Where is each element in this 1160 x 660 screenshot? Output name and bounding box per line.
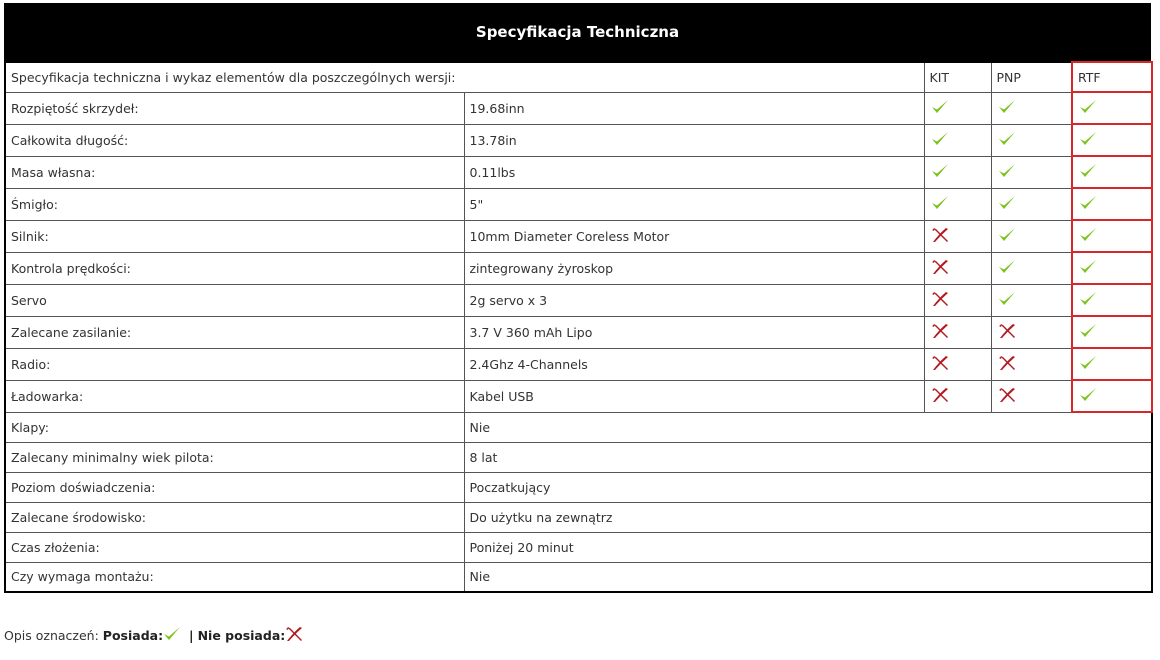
check-icon (1079, 259, 1097, 278)
table-row (5, 380, 1152, 412)
row-value: zintegrowany żyroskop (464, 252, 924, 284)
check-icon (998, 259, 1016, 278)
cross-icon (998, 323, 1016, 342)
cross-icon (931, 227, 949, 246)
row-value: 2.4Ghz 4-Channels (464, 348, 924, 380)
row-value: Poniżej 20 minut (464, 532, 1152, 562)
check-icon (1079, 227, 1097, 246)
row-label: Klapy: (5, 412, 464, 442)
table-row (5, 284, 1152, 316)
check-icon (998, 195, 1016, 214)
row-value: 13.78in (464, 124, 924, 156)
row-label: Zalecane zasilanie: (5, 316, 464, 348)
check-icon (998, 291, 1016, 310)
spec-title: Specyfikacja Techniczna (4, 3, 1151, 61)
cross-icon (931, 259, 949, 278)
legend-prefix: Opis oznaczeń: (4, 628, 99, 643)
kit-cell (924, 156, 991, 188)
check-icon (1079, 131, 1097, 150)
row-label: Czy wymaga montażu: (5, 562, 464, 592)
row-value: 3.7 V 360 mAh Lipo (464, 316, 924, 348)
table-row (5, 562, 1152, 592)
row-value: Nie (464, 562, 1152, 592)
check-icon (1079, 195, 1097, 214)
cross-icon (285, 626, 303, 645)
pnp-cell (991, 124, 1072, 156)
check-icon (931, 195, 949, 214)
cross-icon (931, 355, 949, 374)
row-value: 10mm Diameter Coreless Motor (464, 220, 924, 252)
rtf-cell (1072, 188, 1152, 220)
pnp-cell (991, 348, 1072, 380)
table-row (5, 472, 1152, 502)
pnp-cell (991, 156, 1072, 188)
row-value: Poczatkujący (464, 472, 1152, 502)
kit-cell (924, 284, 991, 316)
cross-icon (931, 291, 949, 310)
check-icon (163, 626, 181, 645)
check-icon (1079, 355, 1097, 374)
cross-icon (998, 387, 1016, 406)
check-icon (998, 227, 1016, 246)
rtf-cell (1072, 252, 1152, 284)
legend-has-label: Posiada: (102, 628, 164, 643)
row-value: 0.11lbs (464, 156, 924, 188)
pnp-cell (991, 380, 1072, 412)
rtf-cell (1072, 348, 1152, 380)
row-label: Silnik: (5, 220, 464, 252)
kit-cell (924, 188, 991, 220)
check-icon (998, 99, 1016, 118)
rtf-cell (1072, 124, 1152, 156)
pnp-cell (991, 188, 1072, 220)
check-icon (1079, 99, 1097, 118)
table-row (5, 502, 1152, 532)
kit-cell (924, 380, 991, 412)
check-icon (931, 131, 949, 150)
pnp-cell (991, 316, 1072, 348)
row-label: Masa własna: (5, 156, 464, 188)
table-row (5, 188, 1152, 220)
check-icon (998, 163, 1016, 182)
pnp-cell (991, 92, 1072, 124)
header-kit: KIT (924, 62, 991, 92)
kit-cell (924, 348, 991, 380)
rtf-cell (1072, 380, 1152, 412)
row-value: Kabel USB (464, 380, 924, 412)
header-pnp: PNP (991, 62, 1072, 92)
row-value: 2g servo x 3 (464, 284, 924, 316)
header-rtf: RTF (1072, 62, 1152, 92)
table-row (5, 316, 1152, 348)
row-label: Zalecany minimalny wiek pilota: (5, 442, 464, 472)
table-row (5, 124, 1152, 156)
check-icon (1079, 291, 1097, 310)
kit-cell (924, 316, 991, 348)
row-label: Śmigło: (5, 188, 464, 220)
pnp-cell (991, 252, 1072, 284)
row-label: Poziom doświadczenia: (5, 472, 464, 502)
table-row (5, 220, 1152, 252)
rtf-cell (1072, 284, 1152, 316)
cross-icon (931, 387, 949, 406)
kit-cell (924, 220, 991, 252)
row-label: Rozpiętość skrzydeł: (5, 92, 464, 124)
header-label: Specyfikacja techniczna i wykaz elementów dla poszczególnych wersji: (5, 62, 924, 92)
row-label: Całkowita długość: (5, 124, 464, 156)
table-row (5, 532, 1152, 562)
table-row (5, 348, 1152, 380)
table-header-row (5, 62, 1152, 92)
check-icon (1079, 163, 1097, 182)
table-row (5, 92, 1152, 124)
table-row (5, 442, 1152, 472)
check-icon (1079, 387, 1097, 406)
spec-table (4, 61, 1153, 593)
check-icon (998, 131, 1016, 150)
cross-icon (998, 355, 1016, 374)
check-icon (931, 163, 949, 182)
row-label: Zalecane środowisko: (5, 502, 464, 532)
cross-icon (931, 323, 949, 342)
legend (4, 626, 303, 645)
spec-container (4, 3, 1151, 593)
row-value: Do użytku na zewnątrz (464, 502, 1152, 532)
row-value: 19.68inn (464, 92, 924, 124)
kit-cell (924, 92, 991, 124)
kit-cell (924, 252, 991, 284)
rtf-cell (1072, 316, 1152, 348)
legend-has-not-label: Nie posiada: (197, 628, 286, 643)
table-row (5, 412, 1152, 442)
rtf-cell (1072, 92, 1152, 124)
check-icon (931, 99, 949, 118)
row-label: Servo (5, 284, 464, 316)
table-row (5, 156, 1152, 188)
rtf-cell (1072, 156, 1152, 188)
legend-separator: | (189, 628, 194, 643)
table-row (5, 252, 1152, 284)
row-value: 5" (464, 188, 924, 220)
row-value: Nie (464, 412, 1152, 442)
pnp-cell (991, 284, 1072, 316)
row-label: Czas złożenia: (5, 532, 464, 562)
pnp-cell (991, 220, 1072, 252)
kit-cell (924, 124, 991, 156)
row-label: Radio: (5, 348, 464, 380)
rtf-cell (1072, 220, 1152, 252)
row-label: Ładowarka: (5, 380, 464, 412)
row-label: Kontrola prędkości: (5, 252, 464, 284)
check-icon (1079, 323, 1097, 342)
row-value: 8 lat (464, 442, 1152, 472)
